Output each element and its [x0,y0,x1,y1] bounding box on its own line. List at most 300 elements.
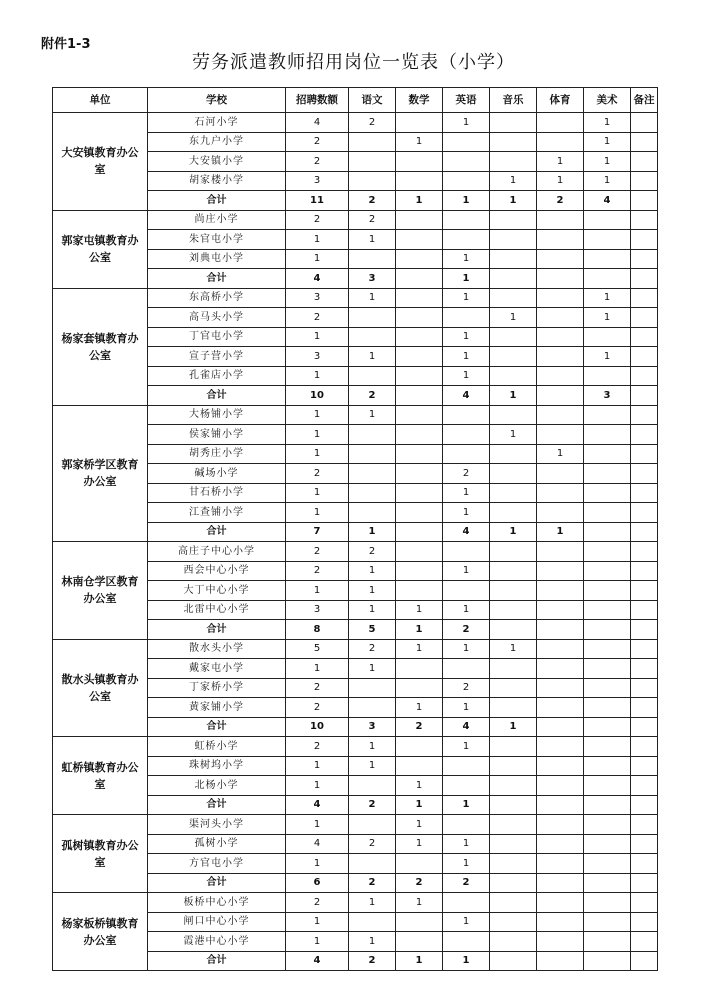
remarks-cell [631,249,658,269]
chinese-cell: 1 [349,581,396,601]
total-chinese-cell: 2 [349,191,396,211]
music-cell [490,113,537,133]
english-cell [443,405,490,425]
math-cell [396,171,443,191]
art-cell [584,600,631,620]
school-name-cell: 丁官屯小学 [148,327,286,347]
quota-cell: 1 [286,912,349,932]
remarks-cell [631,854,658,874]
header-art: 美术 [584,88,631,113]
total-label-cell: 合计 [148,269,286,289]
total-chinese-cell: 2 [349,873,396,893]
chinese-cell [349,132,396,152]
math-cell: 1 [396,698,443,718]
total-music-cell [490,795,537,815]
art-cell [584,464,631,484]
music-cell [490,600,537,620]
total-chinese-cell: 2 [349,386,396,406]
chinese-cell [349,249,396,269]
english-cell [443,152,490,172]
unit-name-cell: 杨家套镇教育办公室 [53,288,148,405]
quota-cell: 2 [286,464,349,484]
math-cell [396,659,443,679]
table-row [53,893,658,913]
quota-cell: 1 [286,327,349,347]
school-name-cell: 胡家楼小学 [148,171,286,191]
math-cell: 1 [396,893,443,913]
music-cell [490,932,537,952]
english-cell: 1 [443,639,490,659]
english-cell: 1 [443,737,490,757]
music-cell [490,756,537,776]
music-cell: 1 [490,308,537,328]
remarks-cell [631,444,658,464]
chinese-cell [349,366,396,386]
total-label-cell: 合计 [148,386,286,406]
remarks-cell [631,405,658,425]
music-cell [490,698,537,718]
total-pe-cell [537,386,584,406]
total-quota-cell: 7 [286,522,349,542]
art-cell: 1 [584,347,631,367]
quota-cell: 4 [286,113,349,133]
english-cell [443,815,490,835]
art-cell [584,756,631,776]
art-cell: 1 [584,132,631,152]
pe-cell [537,327,584,347]
quota-cell: 1 [286,815,349,835]
total-quota-cell: 11 [286,191,349,211]
table-row [53,288,658,308]
music-cell [490,347,537,367]
total-english-cell: 1 [443,269,490,289]
pe-cell [537,249,584,269]
unit-name-cell: 虹桥镇教育办公室 [53,737,148,815]
pe-cell [537,698,584,718]
math-cell [396,308,443,328]
pe-cell [537,503,584,523]
art-cell: 1 [584,113,631,133]
math-cell [396,366,443,386]
music-cell [490,815,537,835]
pe-cell [537,425,584,445]
chinese-cell: 1 [349,405,396,425]
total-remarks-cell [631,191,658,211]
table-row [53,815,658,835]
math-cell [396,483,443,503]
english-cell: 1 [443,113,490,133]
school-name-cell: 大丁中心小学 [148,581,286,601]
english-cell: 1 [443,347,490,367]
header-remarks: 备注 [631,88,658,113]
chinese-cell: 1 [349,347,396,367]
math-cell: 1 [396,776,443,796]
total-art-cell [584,620,631,640]
table-body [53,113,658,971]
header-pe: 体育 [537,88,584,113]
school-name-cell: 东九户小学 [148,132,286,152]
pe-cell [537,854,584,874]
total-remarks-cell [631,873,658,893]
quota-cell: 1 [286,756,349,776]
total-remarks-cell [631,386,658,406]
music-cell [490,834,537,854]
recruitment-table [52,87,658,971]
school-name-cell: 高庄子中心小学 [148,542,286,562]
english-cell: 1 [443,366,490,386]
total-english-cell: 1 [443,191,490,211]
school-name-cell: 东高桥小学 [148,288,286,308]
school-name-cell: 高马头小学 [148,308,286,328]
total-quota-cell: 4 [286,269,349,289]
school-name-cell: 霞港中心小学 [148,932,286,952]
remarks-cell [631,600,658,620]
total-math-cell: 2 [396,717,443,737]
art-cell [584,678,631,698]
english-cell [443,132,490,152]
math-cell [396,444,443,464]
remarks-cell [631,639,658,659]
quota-cell: 4 [286,834,349,854]
music-cell [490,327,537,347]
remarks-cell [631,308,658,328]
total-quota-cell: 10 [286,717,349,737]
remarks-cell [631,210,658,230]
total-quota-cell: 6 [286,873,349,893]
total-remarks-cell [631,522,658,542]
total-label-cell: 合计 [148,717,286,737]
header-music: 音乐 [490,88,537,113]
music-cell [490,132,537,152]
chinese-cell: 1 [349,659,396,679]
total-pe-cell [537,620,584,640]
total-music-cell: 1 [490,717,537,737]
art-cell [584,659,631,679]
music-cell [490,912,537,932]
quota-cell: 3 [286,171,349,191]
remarks-cell [631,483,658,503]
total-pe-cell [537,717,584,737]
chinese-cell [349,425,396,445]
math-cell [396,210,443,230]
quota-cell: 2 [286,893,349,913]
remarks-cell [631,893,658,913]
school-name-cell: 甘石桥小学 [148,483,286,503]
total-math-cell: 1 [396,951,443,971]
quota-cell: 3 [286,600,349,620]
math-cell [396,249,443,269]
chinese-cell [349,776,396,796]
quota-cell: 1 [286,425,349,445]
english-cell: 1 [443,600,490,620]
quota-cell: 1 [286,854,349,874]
music-cell [490,776,537,796]
math-cell [396,347,443,367]
chinese-cell: 1 [349,893,396,913]
table-row [53,113,658,133]
total-music-cell [490,873,537,893]
english-cell: 2 [443,678,490,698]
pe-cell: 1 [537,444,584,464]
english-cell [443,893,490,913]
school-name-cell: 大安镇小学 [148,152,286,172]
music-cell [490,893,537,913]
math-cell: 1 [396,600,443,620]
remarks-cell [631,113,658,133]
art-cell [584,444,631,464]
music-cell [490,737,537,757]
english-cell: 1 [443,834,490,854]
chinese-cell: 2 [349,834,396,854]
music-cell [490,503,537,523]
total-english-cell: 1 [443,951,490,971]
english-cell [443,425,490,445]
total-math-cell [396,522,443,542]
pe-cell [537,834,584,854]
quota-cell: 2 [286,561,349,581]
header-school: 学校 [148,88,286,113]
english-cell [443,210,490,230]
music-cell [490,561,537,581]
chinese-cell: 1 [349,756,396,776]
pe-cell [537,776,584,796]
quota-cell: 2 [286,542,349,562]
english-cell [443,756,490,776]
remarks-cell [631,834,658,854]
unit-name-cell: 郭家屯镇教育办公室 [53,210,148,288]
remarks-cell [631,503,658,523]
chinese-cell: 2 [349,639,396,659]
remarks-cell [631,698,658,718]
total-label-cell: 合计 [148,951,286,971]
music-cell [490,542,537,562]
remarks-cell [631,132,658,152]
total-music-cell [490,620,537,640]
music-cell [490,152,537,172]
quota-cell: 2 [286,737,349,757]
total-math-cell [396,386,443,406]
pe-cell [537,113,584,133]
chinese-cell [349,152,396,172]
quota-cell: 3 [286,288,349,308]
music-cell: 1 [490,425,537,445]
school-name-cell: 北雷中心小学 [148,600,286,620]
math-cell [396,561,443,581]
school-name-cell: 板桥中心小学 [148,893,286,913]
total-art-cell [584,717,631,737]
unit-name-cell: 杨家板桥镇教育办公室 [53,893,148,971]
english-cell [443,581,490,601]
art-cell [584,210,631,230]
quota-cell: 2 [286,698,349,718]
art-cell [584,932,631,952]
school-name-cell: 江查铺小学 [148,503,286,523]
total-music-cell: 1 [490,386,537,406]
total-art-cell [584,873,631,893]
total-art-cell [584,951,631,971]
total-math-cell [396,269,443,289]
total-math-cell: 2 [396,873,443,893]
art-cell [584,815,631,835]
chinese-cell: 1 [349,288,396,308]
chinese-cell [349,854,396,874]
music-cell [490,678,537,698]
art-cell [584,503,631,523]
total-label-cell: 合计 [148,795,286,815]
school-name-cell: 孤树小学 [148,834,286,854]
quota-cell: 2 [286,132,349,152]
unit-name-cell: 郭家桥学区教育办公室 [53,405,148,542]
total-music-cell [490,269,537,289]
art-cell [584,776,631,796]
math-cell [396,932,443,952]
school-name-cell: 刘典屯小学 [148,249,286,269]
quota-cell: 1 [286,659,349,679]
quota-cell: 1 [286,230,349,250]
total-english-cell: 2 [443,620,490,640]
english-cell: 2 [443,464,490,484]
art-cell [584,698,631,718]
english-cell [443,308,490,328]
total-chinese-cell: 3 [349,717,396,737]
school-name-cell: 尚庄小学 [148,210,286,230]
unit-name-cell: 大安镇教育办公室 [53,113,148,211]
remarks-cell [631,737,658,757]
english-cell: 1 [443,912,490,932]
chinese-cell [349,912,396,932]
chinese-cell: 2 [349,113,396,133]
art-cell: 1 [584,171,631,191]
remarks-cell [631,912,658,932]
math-cell [396,464,443,484]
music-cell [490,659,537,679]
music-cell [490,249,537,269]
school-name-cell: 丁家桥小学 [148,678,286,698]
school-name-cell: 散水头小学 [148,639,286,659]
art-cell [584,854,631,874]
quota-cell: 1 [286,776,349,796]
remarks-cell [631,581,658,601]
total-remarks-cell [631,269,658,289]
quota-cell: 2 [286,210,349,230]
pe-cell [537,308,584,328]
total-english-cell: 2 [443,873,490,893]
art-cell [584,561,631,581]
remarks-cell [631,561,658,581]
remarks-cell [631,288,658,308]
remarks-cell [631,425,658,445]
total-pe-cell: 1 [537,522,584,542]
pe-cell [537,464,584,484]
remarks-cell [631,230,658,250]
unit-name-cell: 孤树镇教育办公室 [53,815,148,893]
school-name-cell: 方官屯小学 [148,854,286,874]
quota-cell: 2 [286,152,349,172]
math-cell [396,542,443,562]
chinese-cell: 1 [349,230,396,250]
art-cell [584,405,631,425]
chinese-cell: 1 [349,561,396,581]
pe-cell [537,366,584,386]
english-cell: 1 [443,483,490,503]
remarks-cell [631,366,658,386]
quota-cell: 1 [286,249,349,269]
pe-cell [537,893,584,913]
remarks-cell [631,347,658,367]
art-cell [584,327,631,347]
english-cell [443,776,490,796]
total-music-cell: 1 [490,191,537,211]
school-name-cell: 闸口中心小学 [148,912,286,932]
quota-cell: 1 [286,483,349,503]
pe-cell [537,912,584,932]
header-math: 数学 [396,88,443,113]
english-cell: 1 [443,561,490,581]
math-cell [396,503,443,523]
music-cell [490,366,537,386]
art-cell [584,249,631,269]
math-cell [396,113,443,133]
pe-cell [537,230,584,250]
math-cell: 1 [396,132,443,152]
school-name-cell: 胡秀庄小学 [148,444,286,464]
total-pe-cell [537,269,584,289]
total-art-cell [584,522,631,542]
total-english-cell: 4 [443,717,490,737]
total-chinese-cell: 1 [349,522,396,542]
total-chinese-cell: 2 [349,951,396,971]
english-cell: 1 [443,503,490,523]
pe-cell [537,561,584,581]
total-math-cell: 1 [396,795,443,815]
school-name-cell: 渠河头小学 [148,815,286,835]
english-cell [443,444,490,464]
school-name-cell: 黄家铺小学 [148,698,286,718]
quota-cell: 3 [286,347,349,367]
school-name-cell: 石河小学 [148,113,286,133]
school-name-cell: 北杨小学 [148,776,286,796]
chinese-cell [349,464,396,484]
total-quota-cell: 4 [286,951,349,971]
math-cell [396,230,443,250]
chinese-cell: 1 [349,600,396,620]
table-row [53,542,658,562]
math-cell [396,912,443,932]
quota-cell: 1 [286,932,349,952]
total-pe-cell [537,951,584,971]
art-cell [584,366,631,386]
math-cell [396,581,443,601]
math-cell [396,737,443,757]
math-cell: 1 [396,639,443,659]
header-chinese: 语文 [349,88,396,113]
pe-cell [537,210,584,230]
pe-cell: 1 [537,152,584,172]
math-cell [396,288,443,308]
math-cell: 1 [396,834,443,854]
total-english-cell: 1 [443,795,490,815]
school-name-cell: 宣子营小学 [148,347,286,367]
music-cell [490,210,537,230]
chinese-cell: 1 [349,932,396,952]
school-name-cell: 朱官屯小学 [148,230,286,250]
pe-cell [537,542,584,562]
pe-cell [537,678,584,698]
music-cell: 1 [490,639,537,659]
total-english-cell: 4 [443,386,490,406]
remarks-cell [631,815,658,835]
english-cell: 1 [443,327,490,347]
